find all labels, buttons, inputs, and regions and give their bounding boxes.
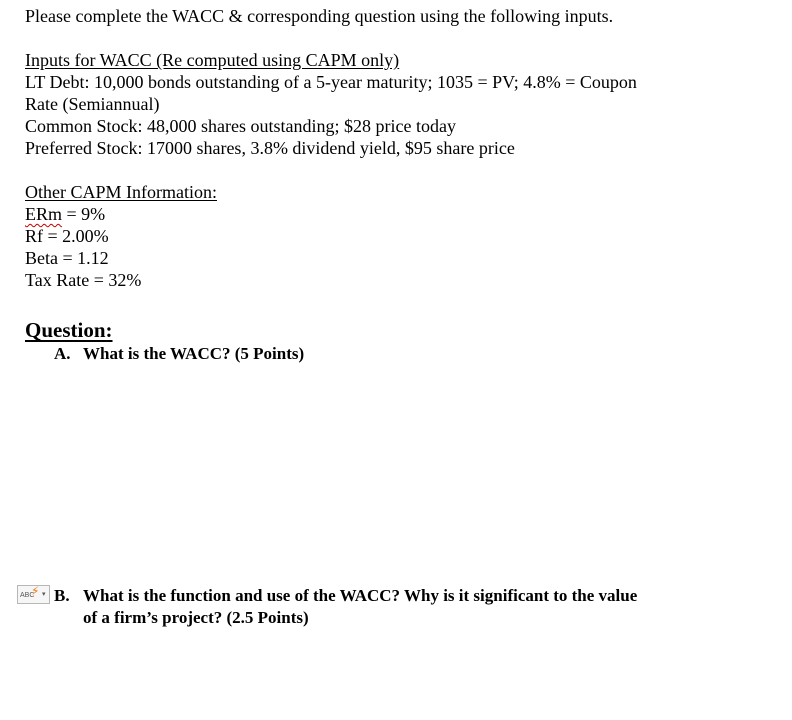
rf-line: Rf = 2.00% [25, 226, 109, 246]
question-b-line-2: of a firm’s project? (2.5 Points) [83, 608, 309, 627]
question-a-marker: A. [54, 344, 71, 363]
lt-debt-line-2: Rate (Semiannual) [25, 94, 160, 114]
autocorrect-options-button[interactable] [17, 585, 50, 604]
lt-debt-line-1: LT Debt: 10,000 bonds outstanding of a 5-year maturity; 1035 = PV; 4.8% = Coupon [25, 72, 637, 92]
tax-rate-line: Tax Rate = 32% [25, 270, 142, 290]
erm-value: = 9% [62, 204, 106, 224]
abc-label: ABC [20, 592, 35, 599]
question-heading: Question: [25, 318, 113, 342]
lightning-bolt-icon: ⚡ [31, 584, 40, 598]
question-a-text: What is the WACC? (5 Points) [83, 344, 305, 363]
erm-label: ERm [25, 204, 63, 224]
beta-line: Beta = 1.12 [25, 248, 109, 268]
caret-down-icon: ▾ [42, 590, 46, 598]
capm-heading: Other CAPM Information: [25, 182, 217, 202]
inputs-heading: Inputs for WACC (Re computed using CAPM only) [25, 50, 400, 70]
common-stock-line: Common Stock: 48,000 shares outstanding; $28 price today [25, 116, 456, 136]
preferred-stock-line: Preferred Stock: 17000 shares, 3.8% dividend yield, $95 share price [25, 138, 515, 158]
question-b-line-1: What is the function and use of the WACC? Why is it significant to the value [83, 586, 638, 605]
intro-text: Please complete the WACC & corresponding question using the following inputs. [25, 6, 614, 26]
question-b-marker: B. [54, 586, 70, 605]
erm-line [25, 203, 105, 225]
